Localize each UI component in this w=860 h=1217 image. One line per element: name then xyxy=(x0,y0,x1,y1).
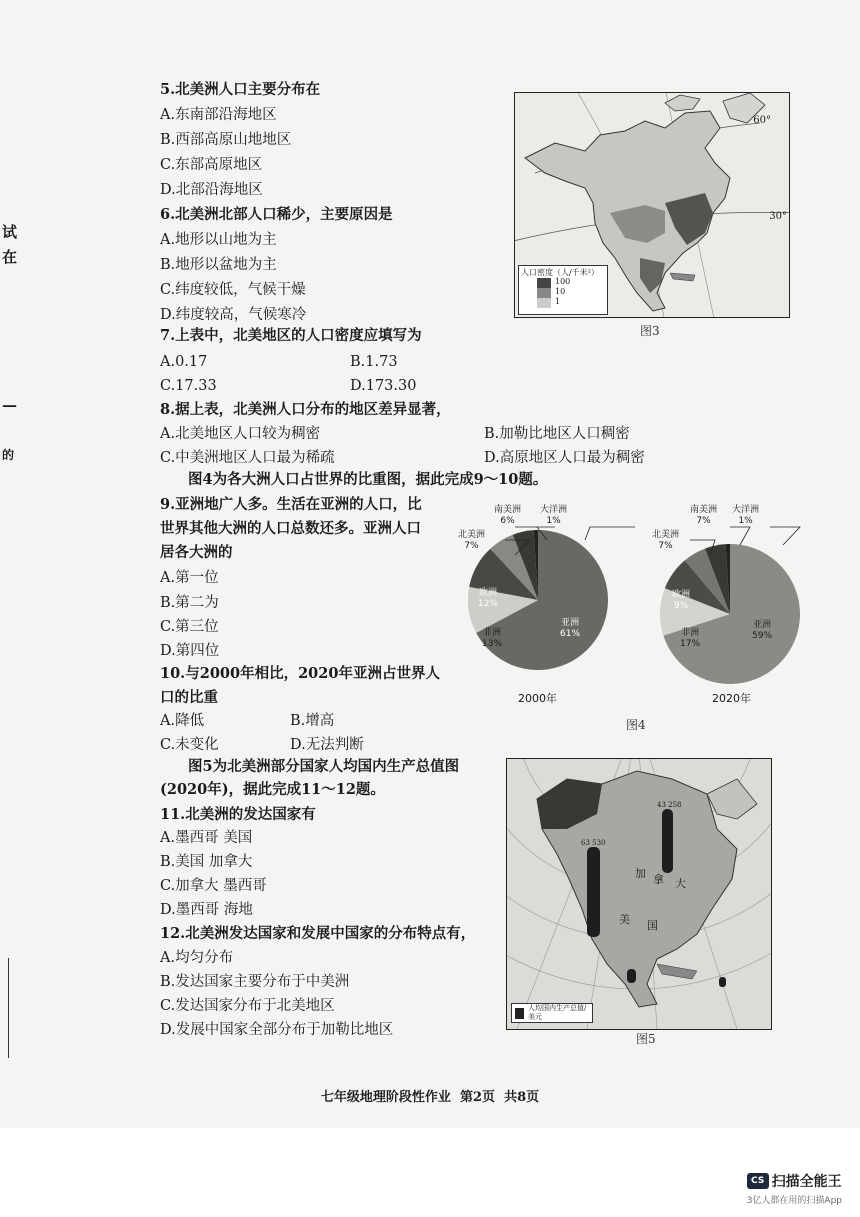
q11-option-b: B.美国 加拿大 xyxy=(160,854,253,870)
q11-option-d: D.墨西哥 海地 xyxy=(160,902,253,918)
gdp-bar-caribbean xyxy=(719,977,726,987)
brand-name: 扫描全能王 xyxy=(771,1173,842,1190)
q6-option-a: A.地形以山地为主 xyxy=(160,232,277,248)
label-north-america-2000: 北美洲 7% xyxy=(458,530,486,551)
q9-option-b: B.第二为 xyxy=(160,595,219,611)
brand-tagline: 3亿人都在用的扫描App xyxy=(746,1195,842,1206)
q5-option-c: C.东部高原地区 xyxy=(160,157,263,173)
q8-option-d: D.高原地区人口最为稠密 xyxy=(484,450,645,466)
label-africa-2000: 非洲 13% xyxy=(482,628,503,649)
gdp-bar-usa xyxy=(587,847,600,937)
q7-option-a: A.0.17 xyxy=(160,354,208,370)
fig5-legend xyxy=(511,1003,593,1023)
map-label: 国 xyxy=(647,919,658,932)
map-label: 加 xyxy=(635,867,646,880)
q11-option-c: C.加拿大 墨西哥 xyxy=(160,878,267,894)
q9-option-c: C.第三位 xyxy=(160,619,219,635)
label-oceania-2000: 大洋洲 1% xyxy=(540,505,568,526)
q10-option-b: B.增高 xyxy=(290,713,335,729)
gdp-bar-canada xyxy=(662,809,673,873)
q8-stem: 8.据上表，北美洲人口分布的地区差异显著， xyxy=(160,401,451,418)
q9-option-d: D.第四位 xyxy=(160,643,220,659)
fig5-legend-text: 人均国内生产总值/美元 xyxy=(528,1004,587,1021)
q7-stem: 7.上表中，北美地区的人口密度应填写为 xyxy=(160,327,422,344)
legend-swatch-low xyxy=(537,298,551,308)
q7-option-c: C.17.33 xyxy=(160,378,217,394)
footer-page: 第2页 xyxy=(459,1090,495,1105)
q8-option-c: C.中美洲地区人口最为稀疏 xyxy=(160,450,335,466)
label-asia-2000: 亚洲 61% xyxy=(560,618,581,639)
q10-option-a: A.降低 xyxy=(160,713,205,729)
camscanner-watermark xyxy=(747,1170,842,1206)
cs-logo-icon: CS xyxy=(747,1173,769,1189)
margin-table-edge xyxy=(0,958,9,1058)
gdp-bar-mexico xyxy=(627,969,636,983)
q10-stem-line1: 10.与2000年相比，2020年亚洲占世界人 xyxy=(160,665,440,682)
fig5-gdp-map xyxy=(506,758,772,1030)
q9-stem-line1: 9.亚洲地广人多。生活在亚洲的人口，比 xyxy=(160,496,422,513)
label-south-america-2020: 南美洲 7% xyxy=(690,505,718,526)
lat-60-label: 60° xyxy=(753,115,771,126)
map-label: 美 xyxy=(619,913,630,926)
q6-option-c: C.纬度较低，气候干燥 xyxy=(160,282,306,298)
gdp-label-usa: 63 530 xyxy=(581,839,606,847)
margin-char: 在 xyxy=(2,248,18,266)
footer-subject: 七年级地理阶段性作业 xyxy=(320,1090,451,1105)
q10-stem-line2: 口的比重 xyxy=(160,689,218,706)
q9-option-a: A.第一位 xyxy=(160,570,219,586)
q5-option-d: D.北部沿海地区 xyxy=(160,182,263,198)
q9-stem-line3: 居各大洲的 xyxy=(160,544,233,561)
q12-option-a: A.均匀分布 xyxy=(160,950,234,966)
year-2020: 2020年 xyxy=(712,692,751,705)
q12-option-c: C.发达国家分布于北美地区 xyxy=(160,998,335,1014)
q5-stem: 5.北美洲人口主要分布在 xyxy=(160,81,321,98)
legend-value: 1 xyxy=(555,297,561,306)
margin-char: 试 xyxy=(2,223,18,241)
q11-stem: 11.北美洲的发达国家有 xyxy=(160,806,316,823)
map-label: 拿 xyxy=(653,873,664,886)
q6-option-d: D.纬度较高，气候寒冷 xyxy=(160,307,307,323)
q8-option-b: B.加勒比地区人口稠密 xyxy=(484,426,630,442)
legend-value: 100 xyxy=(555,277,571,286)
legend-title: 人口密度（人/千米²） xyxy=(521,268,599,277)
q7-option-b: B.1.73 xyxy=(350,354,398,370)
label-south-america-2000: 南美洲 6% xyxy=(494,505,522,526)
legend-swatch-high xyxy=(537,278,551,288)
q5-option-a: A.东南部沿海地区 xyxy=(160,107,277,123)
q12-option-b: B.发达国家主要分布于中美洲 xyxy=(160,974,350,990)
label-europe-2020: 欧洲 9% xyxy=(672,590,691,611)
year-2000: 2000年 xyxy=(518,692,557,705)
fig5-intro-line2: (2020年)，据此完成11～12题。 xyxy=(160,781,385,798)
fig3-population-map xyxy=(514,92,790,318)
fig5-caption: 图5 xyxy=(636,1032,656,1046)
fig3-caption: 图3 xyxy=(640,324,660,338)
page-footer xyxy=(0,1086,860,1105)
q10-option-d: D.无法判断 xyxy=(290,737,364,753)
map-label: 大 xyxy=(675,877,686,890)
fig4-caption: 图4 xyxy=(626,718,646,732)
label-oceania-2020: 大洋洲 1% xyxy=(732,505,760,526)
q9-stem-line2: 世界其他大洲的人口总数还多。亚洲人口 xyxy=(160,520,421,537)
q12-option-d: D.发展中国家全部分布于加勒比地区 xyxy=(160,1022,394,1038)
fig4-intro: 图4为各大洲人口占世界的比重图，据此完成9～10题。 xyxy=(188,471,548,488)
q6-option-b: B.地形以盆地为主 xyxy=(160,257,277,273)
footer-total: 共8页 xyxy=(504,1090,540,1105)
margin-char: 的 xyxy=(2,448,15,462)
north-america-gdp-map xyxy=(507,759,771,1029)
fig5-intro-line1: 图5为北美洲部分国家人均国内生产总值图 xyxy=(188,758,460,775)
margin-char: — xyxy=(2,396,17,414)
lat-30-label: 30° xyxy=(769,211,787,222)
gdp-label-canada: 43 258 xyxy=(657,801,682,809)
q11-option-a: A.墨西哥 美国 xyxy=(160,830,253,846)
legend-swatch-mid xyxy=(537,288,551,298)
q6-stem: 6.北美洲北部人口稀少，主要原因是 xyxy=(160,206,393,223)
q8-option-a: A.北美地区人口较为稠密 xyxy=(160,426,321,442)
q5-option-b: B.西部高原山地地区 xyxy=(160,132,292,148)
q12-stem: 12.北美洲发达国家和发展中国家的分布特点有， xyxy=(160,925,476,942)
q7-option-d: D.173.30 xyxy=(350,378,417,394)
q10-option-c: C.未变化 xyxy=(160,737,219,753)
label-europe-2000: 欧洲 12% xyxy=(478,588,499,609)
label-asia-2020: 亚洲 59% xyxy=(752,620,773,641)
label-north-america-2020: 北美洲 7% xyxy=(652,530,680,551)
legend-value: 10 xyxy=(555,287,566,296)
legend-bar-icon xyxy=(515,1008,524,1019)
label-africa-2020: 非洲 17% xyxy=(680,628,701,649)
fig3-legend xyxy=(518,265,608,315)
